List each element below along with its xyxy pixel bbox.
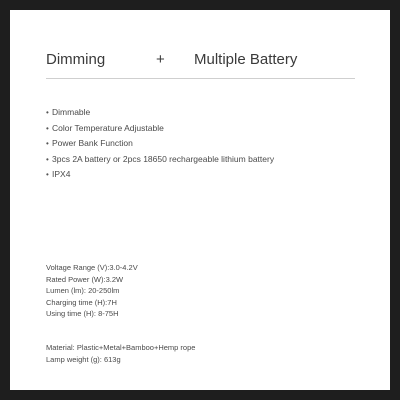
bullet-icon: • xyxy=(46,123,49,133)
spec-lumen: Lumen (lm): 20-250lm xyxy=(46,286,120,296)
list-item xyxy=(46,168,274,184)
bullet-icon: • xyxy=(46,154,49,164)
spec-using-time: Using time (H): 8-75H xyxy=(46,309,119,319)
feature-list xyxy=(46,106,274,184)
title-plus: + xyxy=(156,51,165,68)
feature-text: Power Bank Function xyxy=(52,138,133,149)
title-divider xyxy=(46,78,355,79)
bullet-icon: • xyxy=(46,170,49,180)
list-item xyxy=(46,122,274,138)
spec-rated-power: Rated Power (W):3.2W xyxy=(46,274,124,284)
feature-text: Color Temperature Adjustable xyxy=(52,122,164,133)
title-dimming: Dimming xyxy=(46,51,106,68)
bullet-icon: • xyxy=(46,139,49,149)
spec-voltage: Voltage Range (V):3.0-4.2V xyxy=(46,263,138,272)
spec-lamp-weight: Lamp weight (g): 613g xyxy=(46,354,121,364)
title-multiple-battery: Multiple Battery xyxy=(194,51,298,68)
feature-text: IPX4 xyxy=(52,169,71,180)
list-item xyxy=(46,137,274,153)
material-list xyxy=(46,343,195,366)
page-title xyxy=(46,50,346,70)
list-item xyxy=(46,106,274,122)
feature-text: 3pcs 2A battery or 2pcs 18650 rechargeable lithium battery xyxy=(52,153,275,164)
list-item xyxy=(46,153,274,169)
product-spec-card xyxy=(10,10,390,390)
spec-list xyxy=(46,263,138,321)
feature-text: Dimmable xyxy=(52,107,91,117)
bullet-icon: • xyxy=(46,108,49,117)
spec-charging-time: Charging time (H):7H xyxy=(46,297,117,307)
spec-material: Material: Plastic+Metal+Bamboo+Hemp rope xyxy=(46,343,196,352)
